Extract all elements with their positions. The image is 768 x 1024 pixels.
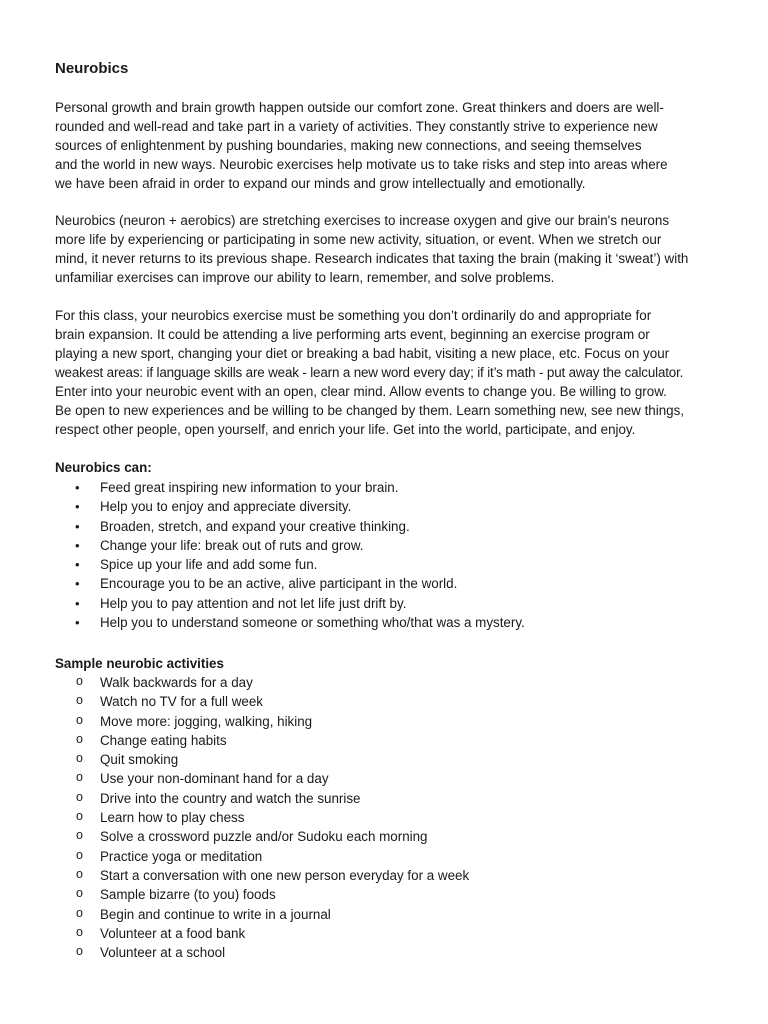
paragraph-line: Personal growth and brain growth happen outside our comfort zone. Great thinkers and doers are well- bbox=[55, 100, 664, 115]
list-item: • Help you to enjoy and appreciate diversity. bbox=[55, 497, 525, 516]
paragraph-line: playing a new sport, changing your diet or breaking a bad habit, visiting a new place, etc. Focus on your bbox=[55, 346, 670, 361]
page-title: Neurobics bbox=[55, 60, 129, 77]
list-item: o Volunteer at a school bbox=[55, 943, 469, 962]
paragraph-line: we have been afraid in order to expand our minds and grow intellectually and emotionally. bbox=[55, 176, 586, 191]
list-item: • Change your life: break out of ruts and grow. bbox=[55, 536, 525, 555]
list-item: o Quit smoking bbox=[55, 750, 469, 769]
paragraph-line: Enter into your neurobic event with an open, clear mind. Allow events to change you. Be willing to grow. bbox=[55, 384, 667, 399]
list-item: o Drive into the country and watch the sunrise bbox=[55, 789, 469, 808]
neurobics-can-list bbox=[55, 478, 525, 632]
paragraph-line: mind, it never returns to its previous shape. Research indicates that taxing the brain (making it ‘sweat’) with bbox=[55, 251, 689, 266]
paragraph-line: brain expansion. It could be attending a live performing arts event, beginning an exercise program or bbox=[55, 327, 650, 342]
paragraph-line: unfamiliar exercises can improve our ability to learn, remember, and solve problems. bbox=[55, 270, 555, 285]
list-item: o Volunteer at a food bank bbox=[55, 924, 469, 943]
sample-activities-list bbox=[55, 673, 469, 962]
list-item: • Help you to pay attention and not let life just drift by. bbox=[55, 594, 525, 613]
definition-paragraph bbox=[55, 211, 688, 287]
list-item: • Encourage you to be an active, alive participant in the world. bbox=[55, 574, 525, 593]
paragraph-line: weakest areas: if language skills are weak - learn a new word every day; if it’s math - put away the calculator. bbox=[55, 365, 684, 380]
neurobics-can-heading: Neurobics can: bbox=[55, 460, 152, 475]
list-item: • Feed great inspiring new information to your brain. bbox=[55, 478, 525, 497]
paragraph-line: Be open to new experiences and be willing to be changed by them. Learn something new, see new things, bbox=[55, 403, 685, 418]
list-item: • Broaden, stretch, and expand your creative thinking. bbox=[55, 517, 525, 536]
paragraph-line: For this class, your neurobics exercise must be something you don’t ordinarily do and appropriate for bbox=[55, 308, 652, 323]
paragraph-line: and the world in new ways. Neurobic exercises help motivate us to take risks and step into areas where bbox=[55, 157, 668, 172]
paragraph-line: Neurobics (neuron + aerobics) are stretching exercises to increase oxygen and give our brain's neurons bbox=[55, 213, 670, 228]
list-item: o Learn how to play chess bbox=[55, 808, 469, 827]
list-item: o Move more: jogging, walking, hiking bbox=[55, 712, 469, 731]
list-item: o Begin and continue to write in a journal bbox=[55, 905, 469, 924]
list-item: o Start a conversation with one new person everyday for a week bbox=[55, 866, 469, 885]
list-item: o Solve a crossword puzzle and/or Sudoku each morning bbox=[55, 827, 469, 846]
list-item: • Help you to understand someone or something who/that was a mystery. bbox=[55, 613, 525, 632]
list-item: • Spice up your life and add some fun. bbox=[55, 555, 525, 574]
list-item: o Watch no TV for a full week bbox=[55, 692, 469, 711]
list-item: o Sample bizarre (to you) foods bbox=[55, 885, 469, 904]
intro-paragraph bbox=[55, 98, 668, 193]
paragraph-line: rounded and well-read and take part in a variety of activities. They constantly strive to experience new bbox=[55, 119, 658, 134]
list-item: o Practice yoga or meditation bbox=[55, 847, 469, 866]
class-instructions-paragraph bbox=[55, 306, 684, 439]
sample-activities-heading: Sample neurobic activities bbox=[55, 656, 224, 671]
list-item: o Change eating habits bbox=[55, 731, 469, 750]
list-item: o Walk backwards for a day bbox=[55, 673, 469, 692]
paragraph-line: more life by experiencing or participating in some new activity, situation, or event. When we stretch our bbox=[55, 232, 662, 247]
paragraph-line: respect other people, open yourself, and enrich your life. Get into the world, participate, and enjoy. bbox=[55, 422, 636, 437]
list-item: o Use your non-dominant hand for a day bbox=[55, 769, 469, 788]
paragraph-line: sources of enlightenment by pushing boundaries, making new connections, and seeing themselves bbox=[55, 138, 642, 153]
